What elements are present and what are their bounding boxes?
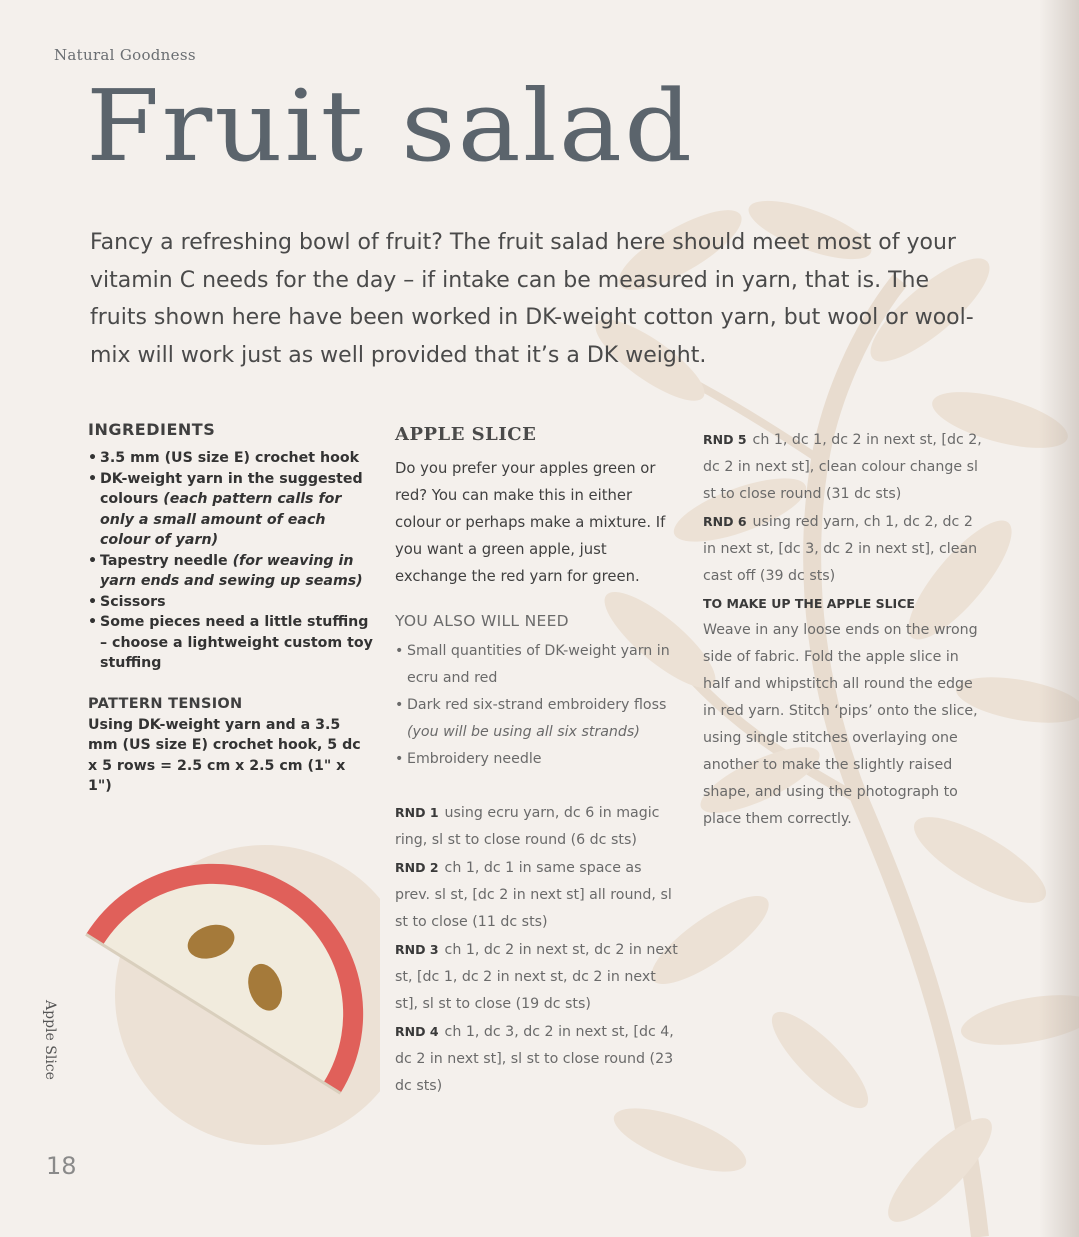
- rounds-list: [395, 799, 680, 1100]
- list-item: • DK-weight yarn in the suggested colours (each pattern calls for only a small amount of each colour of yarn): [88, 469, 373, 551]
- column-apple-slice: [395, 424, 680, 1100]
- round-6: RND 6 using red yarn, ch 1, dc 2, dc 2 in next st, [dc 3, dc 2 in next st], clean cast off (39 dc sts): [703, 514, 978, 584]
- list-item: • 3.5 mm (US size E) crochet hook: [88, 448, 373, 469]
- ingredients-heading: INGREDIENTS: [88, 420, 216, 439]
- list-item: • Dark red six-strand embroidery floss (you will be using all six strands): [395, 692, 680, 746]
- round-1: RND 1 using ecru yarn, dc 6 in magic ring, sl st to close round (6 dc sts): [395, 805, 660, 848]
- tension-heading: PATTERN TENSION: [88, 695, 243, 712]
- list-item: • Embroidery needle: [395, 746, 680, 773]
- list-item: • Some pieces need a little stuffing – choose a lightweight custom toy stuffing: [88, 612, 373, 674]
- running-head: Natural Goodness: [54, 46, 196, 64]
- makeup-text: Weave in any loose ends on the wrong side of fabric. Fold the apple slice in half and whipstitch all round the edge in red yarn. Stitch ‘pips’ onto the slice, using single stitches overlaying one another to make the slightly raised shape, and using the photograph to place them correctly.: [703, 622, 978, 827]
- list-item: • Tapestry needle (for weaving in yarn ends and sewing up seams): [88, 551, 373, 592]
- round-5: RND 5 ch 1, dc 1, dc 2 in next st, [dc 2, dc 2 in next st], clean colour change sl st to close round (31 dc sts): [703, 432, 982, 502]
- page-number: 18: [46, 1152, 77, 1180]
- needs-heading: YOU ALSO WILL NEED: [395, 612, 569, 630]
- column-make-up: [703, 426, 983, 833]
- intro-paragraph: Fancy a refreshing bowl of fruit? The fruit salad here should meet most of your vitamin C needs for the day – if intake can be measured in yarn, that is. The fruits shown here have been worked in DK-weight cotton yarn, but wool or wool-mix will work just as well provided that it’s a DK weight.: [90, 230, 974, 368]
- tension-text: Using DK-weight yarn and a 3.5 mm (US size E) crochet hook, 5 dc x 5 rows = 2.5 cm x 2.5 cm (1" x 1"): [88, 716, 361, 794]
- photo-caption: Apple Slice: [42, 1000, 58, 1080]
- ingredients-list: [88, 448, 373, 674]
- column-ingredients: [88, 420, 373, 797]
- apple-intro: Do you prefer your apples green or red? You can make this in either colour or perhaps make a mixture. If you want a green apple, just exchange the red yarn for green.: [395, 460, 666, 585]
- page-title: Fruit salad: [86, 70, 695, 184]
- apple-slice-photo: [60, 840, 380, 1160]
- list-item: • Scissors: [88, 592, 373, 613]
- round-4: RND 4 ch 1, dc 3, dc 2 in next st, [dc 4, dc 2 in next st], sl st to close round (23 dc sts): [395, 1024, 674, 1094]
- book-spine-shadow: [1039, 0, 1079, 1237]
- list-item: • Small quantities of DK-weight yarn in ecru and red: [395, 638, 680, 692]
- round-2: RND 2 ch 1, dc 1 in same space as prev. sl st, [dc 2 in next st] all round, sl st to close (11 dc sts): [395, 860, 672, 930]
- round-3: RND 3 ch 1, dc 2 in next st, dc 2 in next st, [dc 1, dc 2 in next st, dc 2 in next st], sl st to close (19 dc sts): [395, 942, 678, 1012]
- needs-list: [395, 638, 680, 773]
- makeup-heading: TO MAKE UP THE APPLE SLICE: [703, 596, 915, 611]
- apple-heading: APPLE SLICE: [395, 424, 537, 445]
